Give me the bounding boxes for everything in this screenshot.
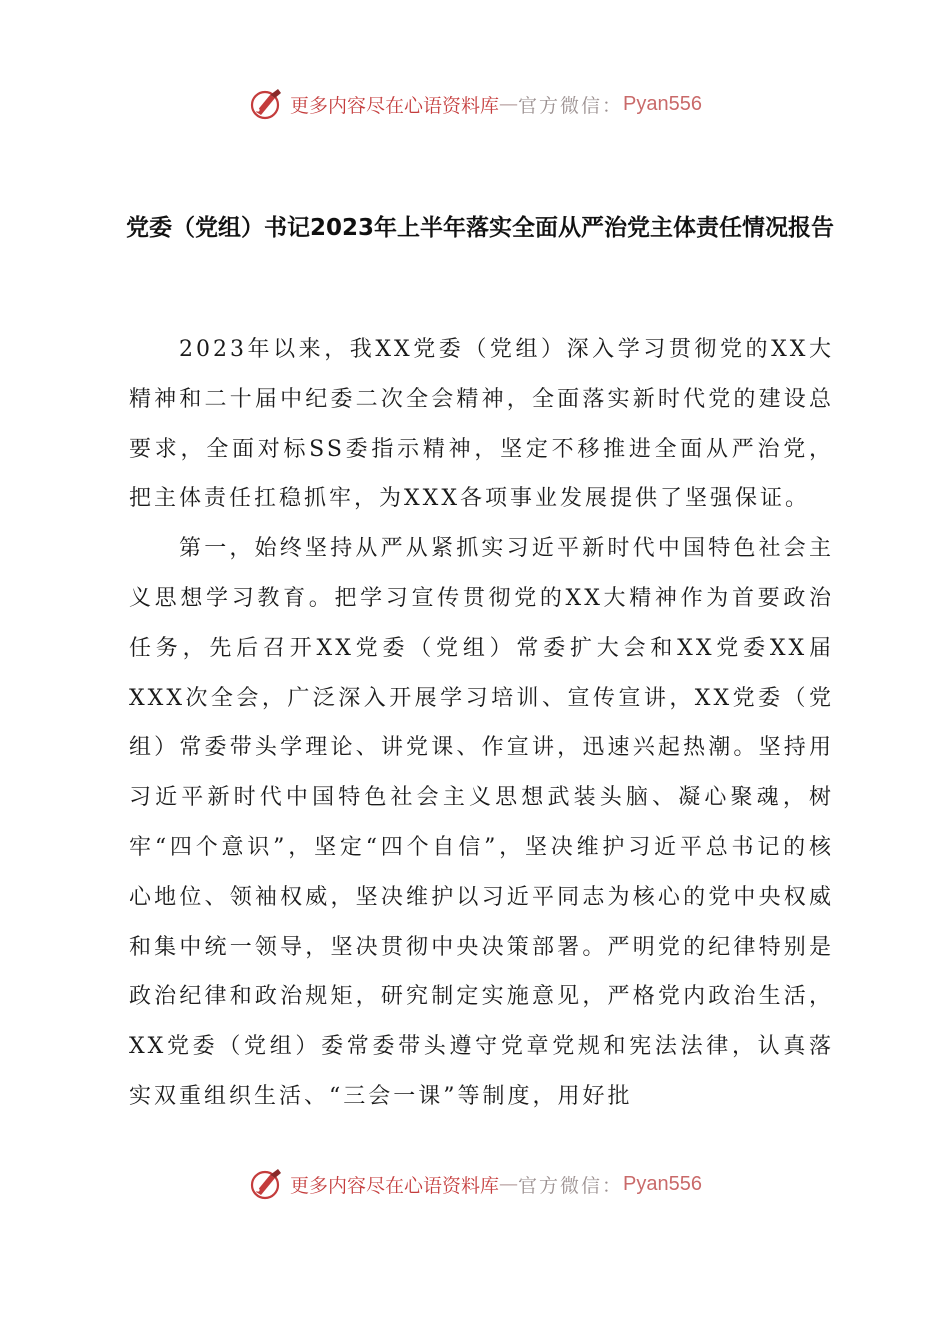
paragraph-first-point: 第一，始终坚持从严从紧抓实习近平新时代中国特色社会主义思想学习教育。把学习宣传贯彻党的XX大精神作为首要政治任务，先后召开XX党委（党组）常委扩大会和XX党委XX届XXX次全会，广泛深入开展学习培训、宣传宣讲，XX党委（党组）常委带头学理论、讲党课、作宣讲，迅速兴起热潮。坚持用习近平新时代中国特色社会主义思想武装头脑、凝心聚魂，树牢“四个意识”，坚定“四个自信”，坚决维护习近平总书记的核心地位、领袖权威，坚决维护以习近平同志为核心的党中央权威和集中统一领导，坚决贯彻中央决策部署。严明党的纪律特别是政治纪律和政治规矩，研究制定实施意见，严格党内政治生活，XX党委（党组）委常委带头遵守党章党规和宪法法律，认真落实双重组织生活、“三会一课”等制度，用好批	[129, 536, 834, 1109]
pen-logo-icon	[248, 1165, 286, 1203]
wechat-label: 官方微信：	[518, 94, 624, 117]
wechat-id: Pyan556	[623, 1172, 702, 1195]
paragraph-intro: 2023年以来，我XX党委（党组）深入学习贯彻党的XX大精神和二十届中纪委二次全会精神，全面落实新时代党的建设总要求，全面对标SS委指示精神，坚定不移推进全面从严治党，把主体责任扛稳抓牢，为XXX各项事业发展提供了坚强保证。	[129, 337, 834, 512]
footer-watermark	[0, 1162, 950, 1206]
promo-text: 更多内容尽在心语资料库	[290, 94, 500, 117]
promo-separator: —	[499, 93, 519, 115]
header-watermark	[0, 82, 950, 126]
document-body	[129, 325, 834, 1122]
promo-separator: —	[499, 1173, 519, 1195]
wechat-id: Pyan556	[623, 92, 702, 115]
pen-logo-icon	[248, 85, 286, 123]
promo-text: 更多内容尽在心语资料库	[290, 1174, 500, 1197]
wechat-label: 官方微信：	[518, 1174, 624, 1197]
document-title: 党委（党组）书记2023年上半年落实全面从严治党主体责任情况报告	[125, 215, 834, 241]
